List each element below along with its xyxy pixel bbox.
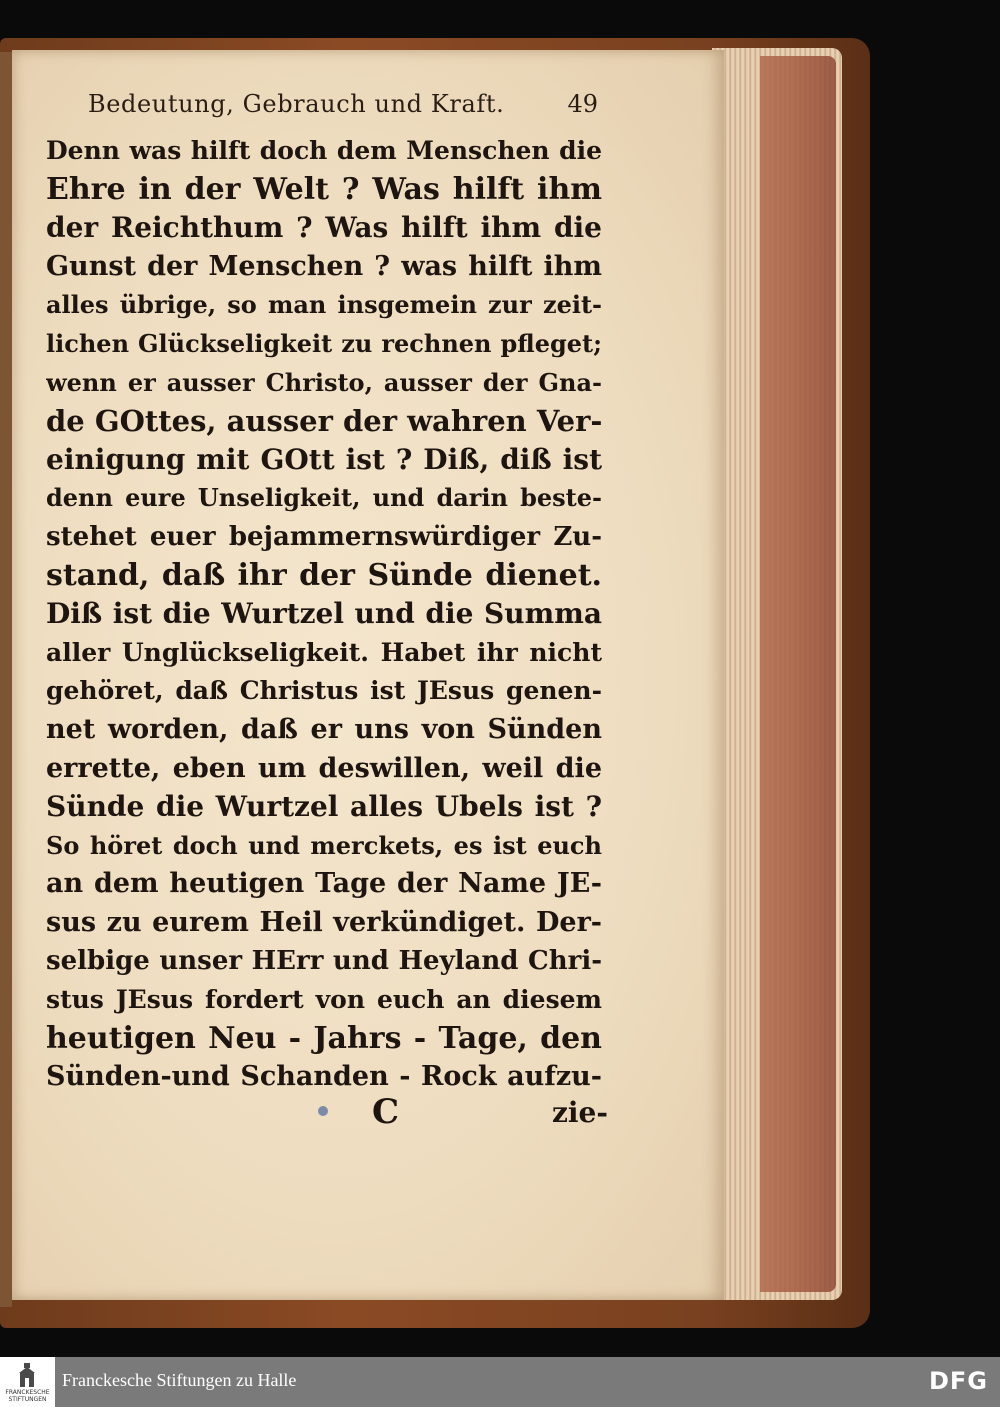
institution-logo[interactable] xyxy=(0,1357,55,1407)
blue-dot-mark xyxy=(318,1106,328,1116)
text-line: aller Unglückseligkeit. Habet ihr nicht xyxy=(46,637,602,667)
dfg-logo[interactable]: DFG xyxy=(928,1367,988,1395)
logo-text: FRANCKESCHE STIFTUNGEN xyxy=(5,1389,50,1403)
text-line: einigung mit GOtt ist ? Diß, diß ist xyxy=(46,442,602,476)
text-line: de GOttes, ausser der wahren Ver- xyxy=(46,404,602,439)
text-line: an dem heutigen Tage der Name JE- xyxy=(46,868,602,900)
text-line: heutigen Neu - Jahrs - Tage, den xyxy=(46,1020,602,1056)
footer-bar xyxy=(0,1357,1000,1407)
institution-name[interactable]: Franckesche Stiftungen zu Halle xyxy=(62,1370,297,1390)
page-number: 49 xyxy=(567,90,598,118)
body-text xyxy=(46,132,602,1097)
text-line: stand, daß ihr der Sünde dienet. xyxy=(46,557,602,593)
text-line: So höret doch und merckets, es ist euch xyxy=(46,830,602,860)
text-line: alles übrige, so man insgemein zur zeit- xyxy=(46,290,602,320)
text-line: wenn er ausser Christo, ausser der Gna- xyxy=(46,367,602,397)
text-line: stehet euer bejammernswürdiger Zu- xyxy=(46,521,602,552)
text-line: Sünde die Wurtzel alles Ubels ist ? xyxy=(46,790,602,824)
catchword: zie- xyxy=(552,1096,608,1129)
text-line: gehöret, daß Christus ist JEsus genen- xyxy=(46,676,602,706)
text-line: lichen Glückseligkeit zu rechnen pfleget; xyxy=(46,328,602,358)
text-line: sus zu eurem Heil verkündiget. Der- xyxy=(46,906,602,938)
running-head-title: Bedeutung, Gebrauch und Kraft. xyxy=(88,90,505,118)
text-line: Diß ist die Wurtzel und die Summa xyxy=(46,597,602,631)
text-line: Ehre in der Welt ? Was hilft ihm xyxy=(46,171,602,207)
text-line: denn eure Unseligkeit, und darin beste- xyxy=(46,483,602,513)
left-page-edge xyxy=(0,52,12,1307)
text-line: der Reichthum ? Was hilft ihm die xyxy=(46,211,602,245)
text-line: errette, eben um deswillen, weil die xyxy=(46,752,602,784)
text-line: selbige unser HErr und Heyland Chri- xyxy=(46,946,602,977)
text-line: Sünden-und Schanden - Rock aufzu- xyxy=(46,1061,602,1093)
signature-mark: C xyxy=(372,1092,400,1132)
running-head xyxy=(88,86,598,126)
building-icon xyxy=(17,1363,37,1389)
text-line: Denn was hilft doch dem Menschen die xyxy=(46,136,602,165)
text-line: Gunst der Menschen ? was hilft ihm xyxy=(46,250,602,282)
text-line: stus JEsus fordert von euch an diesem xyxy=(46,985,602,1015)
text-line: net worden, daß er uns von Sünden xyxy=(46,713,602,745)
red-edge-coloring xyxy=(760,56,836,1292)
